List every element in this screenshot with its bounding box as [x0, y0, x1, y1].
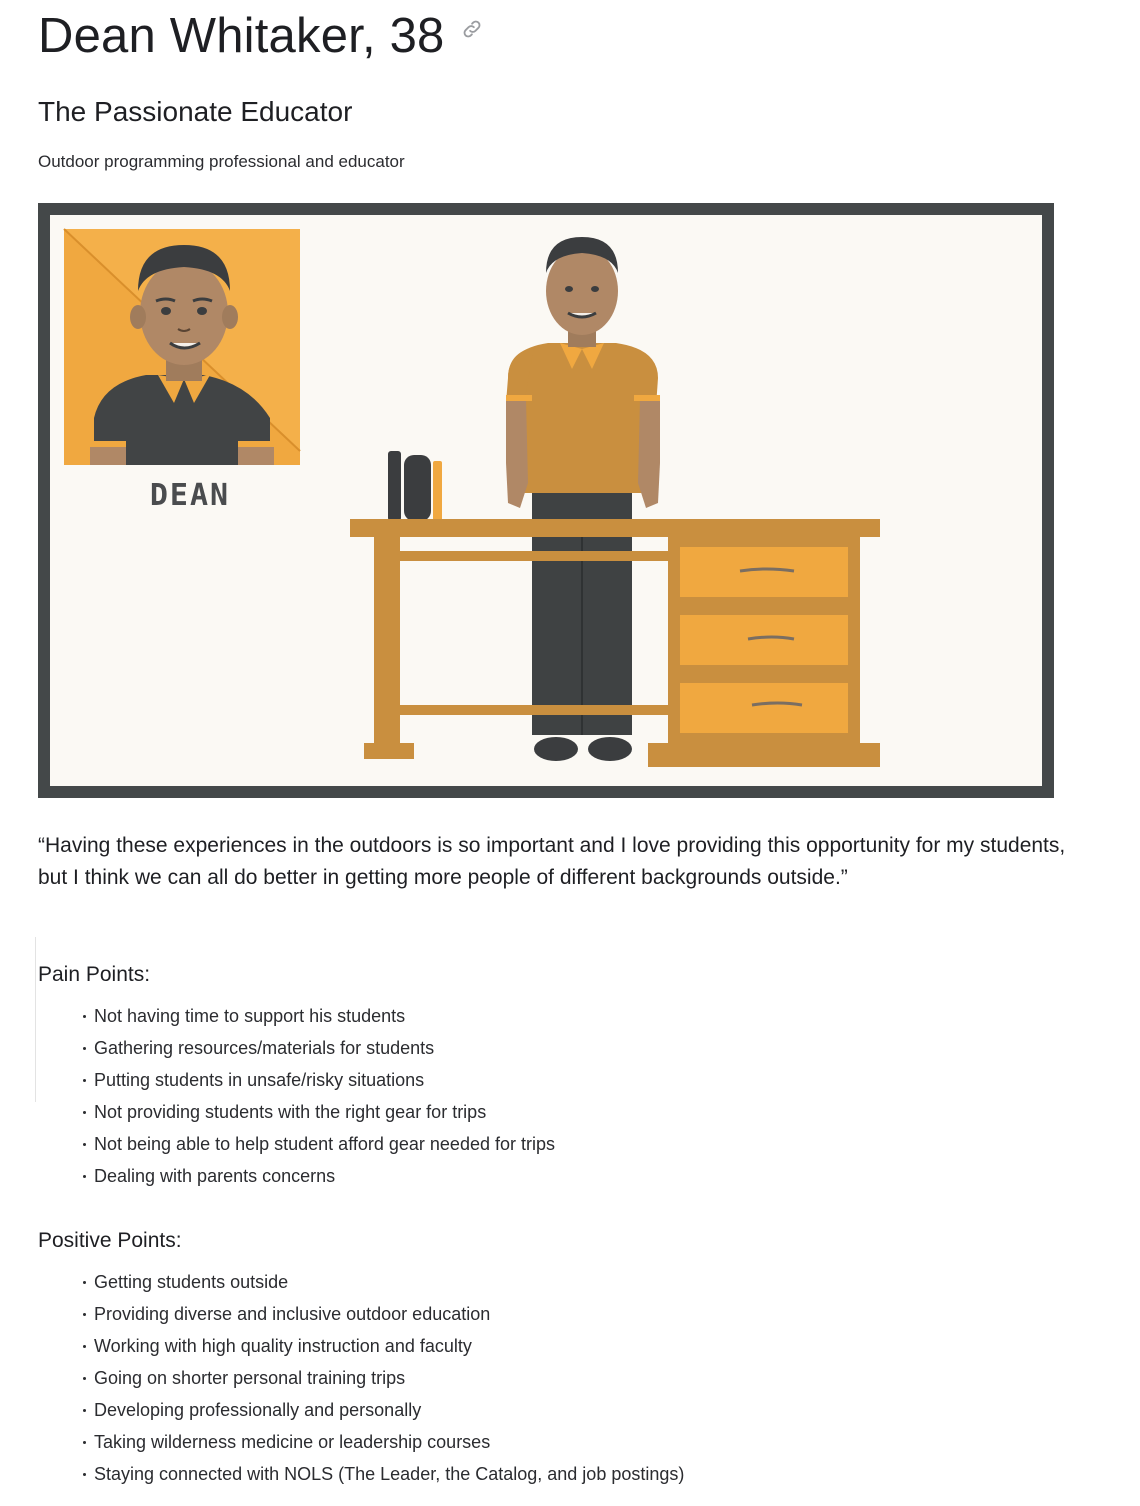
persona-quote: “Having these experiences in the outdoors is so important and I love providing this opportunity for my students, but I think we can all do better in getting more people of different backgrounds outside.” [38, 834, 1066, 889]
books [388, 451, 442, 521]
persona-title: Dean Whitaker, 38 [38, 9, 445, 63]
list-item: Developing professionally and personally [80, 1394, 684, 1426]
list-item: Not having time to support his students [80, 1000, 555, 1032]
pain-points-list [80, 1000, 555, 1192]
portrait-card [64, 229, 300, 465]
list-item: Staying connected with NOLS (The Leader, the Catalog, and job postings) [80, 1458, 684, 1490]
persona-illustration [38, 203, 1054, 798]
list-item: Working with high quality instruction and faculty [80, 1330, 684, 1362]
list-item: Not providing students with the right gear for trips [80, 1096, 555, 1128]
positive-points-heading: Positive Points: [38, 1229, 182, 1252]
portrait-label: DEAN [149, 478, 231, 513]
list-item: Providing diverse and inclusive outdoor education [80, 1298, 684, 1330]
link-icon[interactable] [461, 18, 483, 40]
persona-archetype: The Passionate Educator [38, 96, 353, 127]
side-rule [35, 937, 36, 1102]
title-row [38, 6, 483, 66]
list-item: Putting students in unsafe/risky situations [80, 1064, 555, 1096]
list-item: Taking wilderness medicine or leadership courses [80, 1426, 684, 1458]
list-item: Going on shorter personal training trips [80, 1362, 684, 1394]
list-item: Getting students outside [80, 1266, 684, 1298]
persona-role: Outdoor programming professional and educator [38, 152, 405, 171]
positive-points-list [80, 1266, 684, 1490]
pain-points-heading: Pain Points: [38, 963, 151, 986]
list-item: Not being able to help student afford gear needed for trips [80, 1128, 555, 1160]
list-item: Dealing with parents concerns [80, 1160, 555, 1192]
list-item: Gathering resources/materials for students [80, 1032, 555, 1064]
